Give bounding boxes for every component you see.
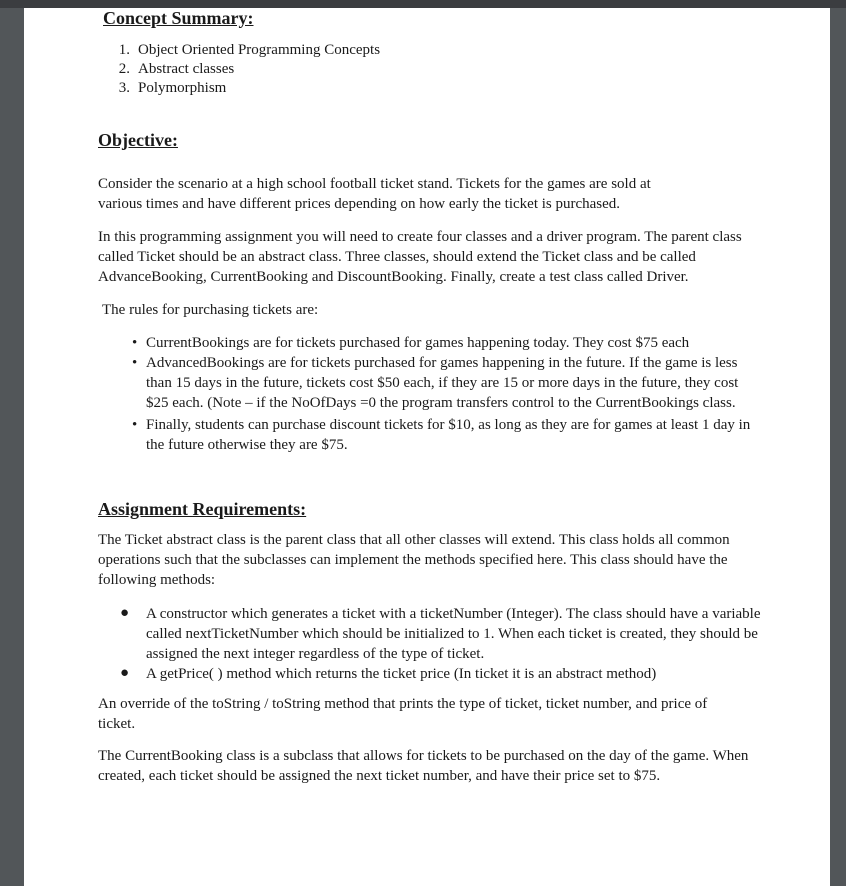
concept-list <box>90 41 490 98</box>
list-item: ● A getPrice( ) method which returns the ticket price (In ticket it is an abstract method) <box>120 665 657 682</box>
requirements-paragraph-2: An override of the toString / toString method that prints the type of ticket, ticket number, and price of ticket. <box>98 696 708 732</box>
rules-intro: The rules for purchasing tickets are: <box>102 302 319 318</box>
objective-heading: Objective: <box>98 130 178 150</box>
list-item: 1. Object Oriented Programming Concepts <box>118 42 381 58</box>
list-item: 3. Polymorphism <box>118 80 227 96</box>
bullet-icon: • <box>132 335 138 351</box>
list-item: ● A constructor which generates a ticket with a ticketNumber (Integer). The class should have a variable called nextTicketNumber which should be initialized to 1. When each ticket is created, they should be assigned the next integer regardless of the type of ticket. <box>120 605 761 662</box>
requirements-section <box>98 498 778 786</box>
requirements-paragraph-3: The CurrentBooking class is a subclass that allows for tickets to be purchased on the day of the game. When created, each ticket should be assigned the next ticket number, and have their price set to $75. <box>98 748 749 784</box>
objective-paragraph-2: In this programming assignment you will need to create four classes and a driver program. The parent class called Ticket should be an abstract class. Three classes, should extend the Ticket class and be called AdvanceBooking, CurrentBooking and DiscountBooking. Finally, create a test class called Driver. <box>98 229 742 285</box>
rules-list <box>98 333 758 455</box>
objective-section <box>98 129 778 455</box>
list-item: 2. Abstract classes <box>118 61 235 77</box>
bullet-icon: ● <box>120 665 130 681</box>
bullet-icon: ● <box>120 605 130 621</box>
requirements-list <box>98 604 766 684</box>
list-item: • AdvancedBookings are for tickets purchased for games happening in the future. If the game is less than 15 days in the future, tickets cost $50 each, if they are 15 or more days in the future, they cost $25 each. (Note – if the NoOfDays =0 the program transfers control to the CurrentBookings class. <box>132 355 739 411</box>
concept-summary-heading: Concept Summary: <box>103 8 254 28</box>
requirements-heading: Assignment Requirements: <box>98 499 307 519</box>
document-page <box>24 8 830 886</box>
bullet-icon: • <box>132 417 138 433</box>
list-item: • Finally, students can purchase discount tickets for $10, as long as they are for games at least 1 day in the future otherwise they are $75. <box>132 417 751 453</box>
requirements-paragraph-1: The Ticket abstract class is the parent class that all other classes will extend. This class holds all common operations such that the subclasses can implement the methods specified here. This class should have the following methods: <box>98 532 730 588</box>
bullet-icon: • <box>132 355 138 371</box>
list-item: • CurrentBookings are for tickets purchased for games happening today. They cost $75 each <box>132 335 690 351</box>
objective-paragraph-1: Consider the scenario at a high school football ticket stand. Tickets for the games are sold at various times and have different prices depending on how early the ticket is purchased. <box>98 176 651 212</box>
